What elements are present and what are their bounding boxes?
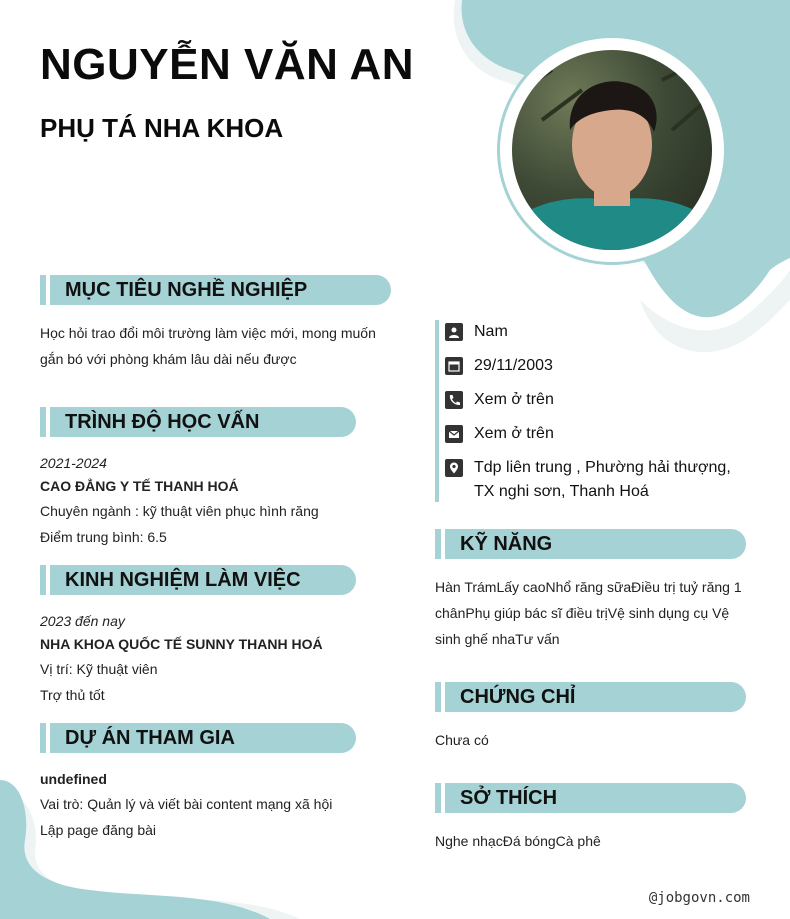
section-title-skills: KỸ NĂNG (445, 529, 746, 559)
experience-position: Vị trí: Kỹ thuật viên (40, 661, 158, 677)
info-birthday (445, 354, 754, 378)
section-header-objective (40, 275, 391, 305)
section-header-hobbies (435, 783, 746, 813)
skills-line-2: chânPhụ giúp bác sĩ điều trịVệ sinh dụng cụ Vệ (435, 605, 730, 621)
experience-company: NHA KHOA QUỐC TẾ SUNNY THANH HOÁ (40, 636, 323, 652)
calendar-icon (445, 357, 463, 375)
portrait-illustration (512, 50, 712, 250)
mail-icon (445, 425, 463, 443)
education-period: 2021-2024 (40, 455, 107, 471)
skills-line-1: Hàn TrámLấy caoNhổ răng sữaĐiều trị tuỷ răng 1 (435, 579, 742, 595)
person-icon (445, 323, 463, 341)
info-phone-value: Xem ở trên (474, 391, 554, 408)
section-header-education (40, 407, 356, 437)
info-address-value: Tdp liên trung , Phường hải thượng, TX nghi sơn, Thanh Hoá (474, 459, 731, 500)
watermark: @jobgovn.com (648, 890, 750, 906)
section-title-certificates: CHỨNG CHỈ (445, 682, 746, 712)
info-gender-value: Nam (474, 323, 508, 340)
candidate-name: NGUYỄN VĂN AN (40, 40, 415, 89)
skills-line-3: sinh ghế nhaTư vấn (435, 631, 560, 647)
section-header-certificates (435, 682, 746, 712)
project-role: Vai trò: Quản lý và viết bài content mạng xã hội (40, 796, 333, 812)
phone-icon (445, 391, 463, 409)
info-birthday-value: 29/11/2003 (474, 357, 553, 374)
section-title-objective: MỤC TIÊU NGHỀ NGHIỆP (50, 275, 391, 305)
experience-note: Trợ thủ tốt (40, 687, 105, 703)
info-gender (445, 320, 754, 344)
info-email-value: Xem ở trên (474, 425, 554, 442)
info-address (445, 456, 754, 504)
education-school: CAO ĐẲNG Y TẾ THANH HOÁ (40, 478, 239, 494)
section-header-projects (40, 723, 356, 753)
info-rail (435, 320, 439, 502)
certificates-text: Chưa có (435, 732, 489, 748)
education-major: Chuyên ngành : kỹ thuật viên phục hình răng (40, 503, 319, 519)
location-pin-icon (445, 459, 463, 477)
experience-period: 2023 đến nay (40, 613, 125, 629)
project-task: Lập page đăng bài (40, 822, 156, 838)
job-title: PHỤ TÁ NHA KHOA (40, 113, 284, 143)
hobbies-text: Nghe nhạcĐá bóngCà phê (435, 833, 601, 849)
objective-line-1: Học hỏi trao đổi môi trường làm việc mới, mong muốn (40, 325, 376, 341)
profile-photo-frame (500, 38, 724, 262)
section-title-projects: DỰ ÁN THAM GIA (50, 723, 356, 753)
education-gpa: Điểm trung bình: 6.5 (40, 529, 167, 545)
info-phone (445, 388, 754, 412)
section-title-hobbies: SỞ THÍCH (445, 783, 746, 813)
project-name: undefined (40, 771, 107, 787)
info-email (445, 422, 754, 446)
section-title-experience: KINH NGHIỆM LÀM VIỆC (50, 565, 356, 595)
section-header-skills (435, 529, 746, 559)
profile-photo (512, 50, 712, 250)
section-header-experience (40, 565, 356, 595)
section-title-education: TRÌNH ĐỘ HỌC VẤN (50, 407, 356, 437)
objective-line-2: gắn bó với phòng khám lâu dài nếu được (40, 351, 297, 367)
